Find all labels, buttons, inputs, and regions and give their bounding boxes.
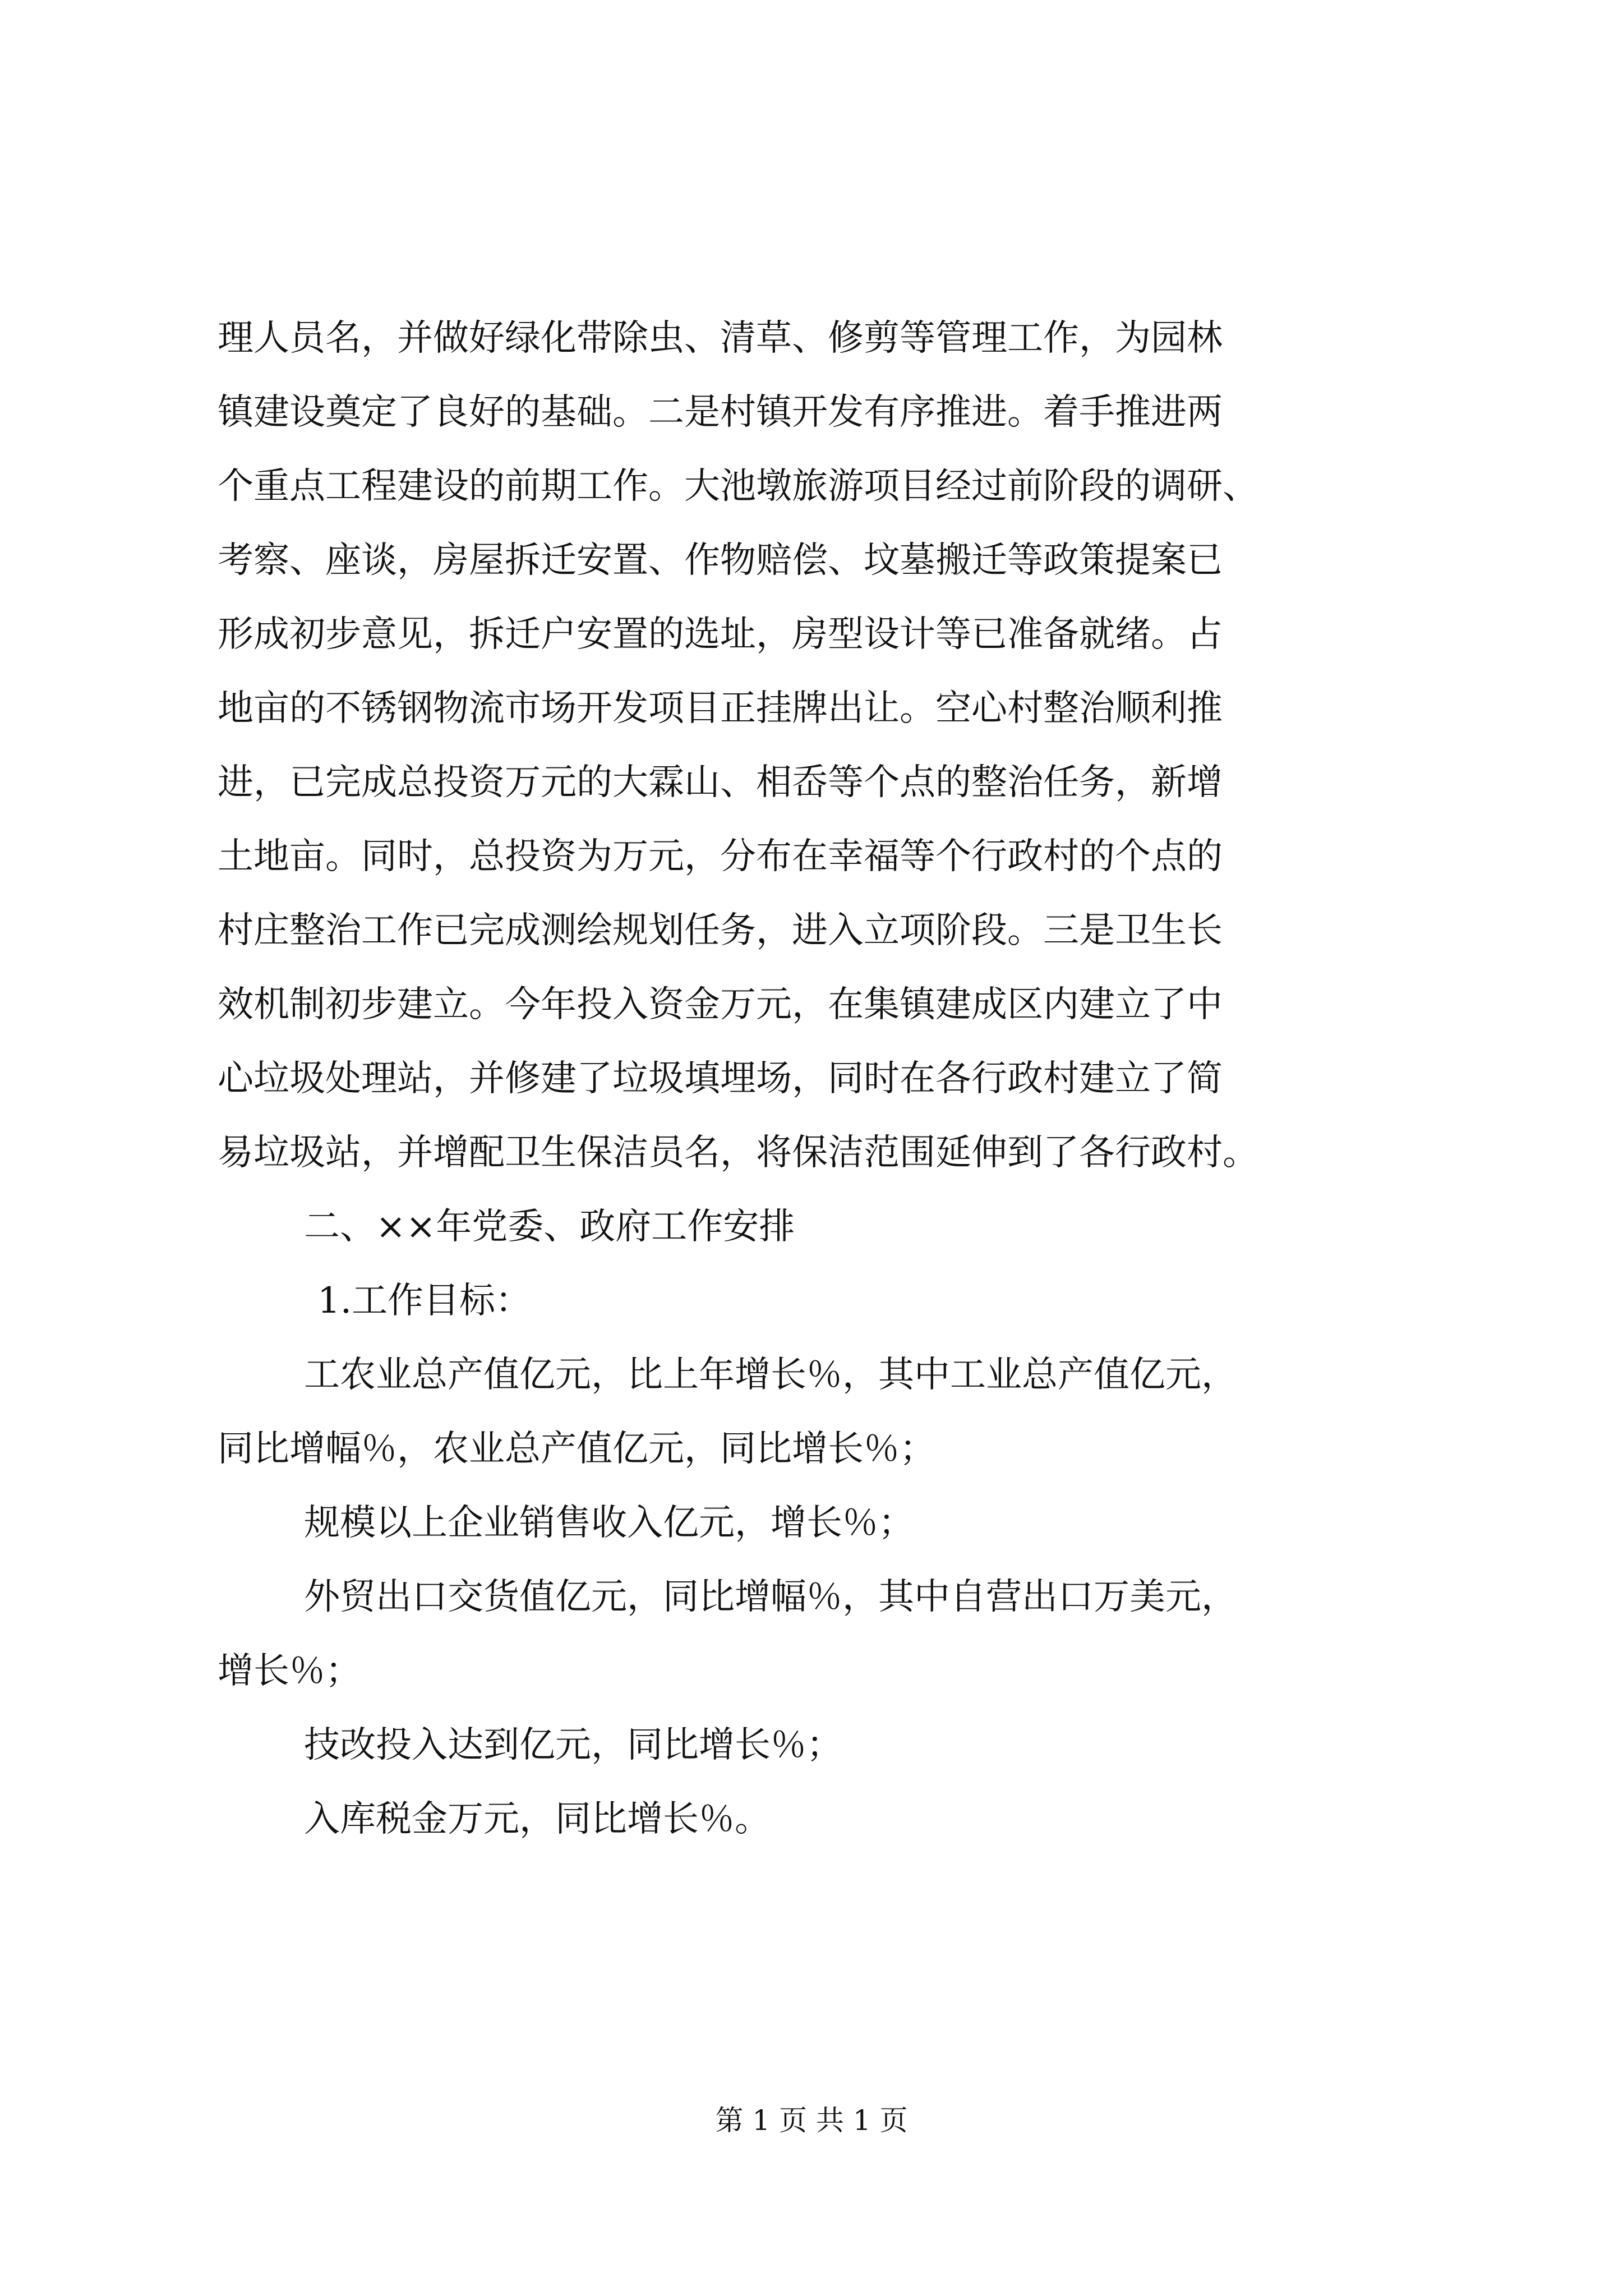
body-line: 理人员名，并做好绿化带除虫、清草、修剪等管理工作，为园林 [218,318,1223,359]
body-line: 地亩的不锈钢物流市场开发项目正挂牌出让。空心村整治顺利推 [218,688,1223,729]
body-line: 土地亩。同时，总投资为万元，分布在幸福等个行政村的个点的 [218,836,1223,877]
body-line: 效机制初步建立。今年投入资金万元，在集镇建成区内建立了中 [218,984,1223,1025]
goal-line: 规模以上企业销售收入亿元，增长％； [304,1502,914,1544]
goal-line: 增长％； [218,1650,361,1692]
page-footer: 第 1 页 共 1 页 [715,2104,908,2137]
goal-line: 入库税金万元，同比增长％。 [304,1798,771,1840]
goals-subheading: 1.工作目标： [317,1280,532,1322]
body-line: 考察、座谈，房屋拆迁安置、作物赔偿、坟墓搬迁等政策提案已 [218,540,1223,581]
body-line: 村庄整治工作已完成测绘规划任务，进入立项阶段。三是卫生长 [218,910,1223,951]
goal-line: 同比增幅％，农业总产值亿元，同比增长％； [218,1428,935,1470]
goal-line: 外贸出口交货值亿元，同比增幅％，其中自营出口万美元， [304,1576,1237,1618]
goal-line: 工农业总产值亿元，比上年增长％，其中工业总产值亿元， [304,1354,1237,1396]
body-line: 个重点工程建设的前期工作。大池墩旅游项目经过前阶段的调研、 [218,466,1258,507]
body-line: 心垃圾处理站，并修建了垃圾填埋场，同时在各行政村建立了简 [218,1058,1223,1099]
body-line: 形成初步意见，拆迁户安置的选址，房型设计等已准备就绪。占 [218,614,1223,655]
section-heading: 二、××年党委、政府工作安排 [304,1206,795,1248]
body-line: 镇建设奠定了良好的基础。二是村镇开发有序推进。着手推进两 [218,392,1223,433]
goal-line: 技改投入达到亿元，同比增长％； [304,1724,842,1766]
body-line: 进，已完成总投资万元的大霖山、相岙等个点的整治任务，新增 [218,762,1223,803]
body-line: 易垃圾站，并增配卫生保洁员名，将保洁范围延伸到了各行政村。 [218,1132,1258,1174]
